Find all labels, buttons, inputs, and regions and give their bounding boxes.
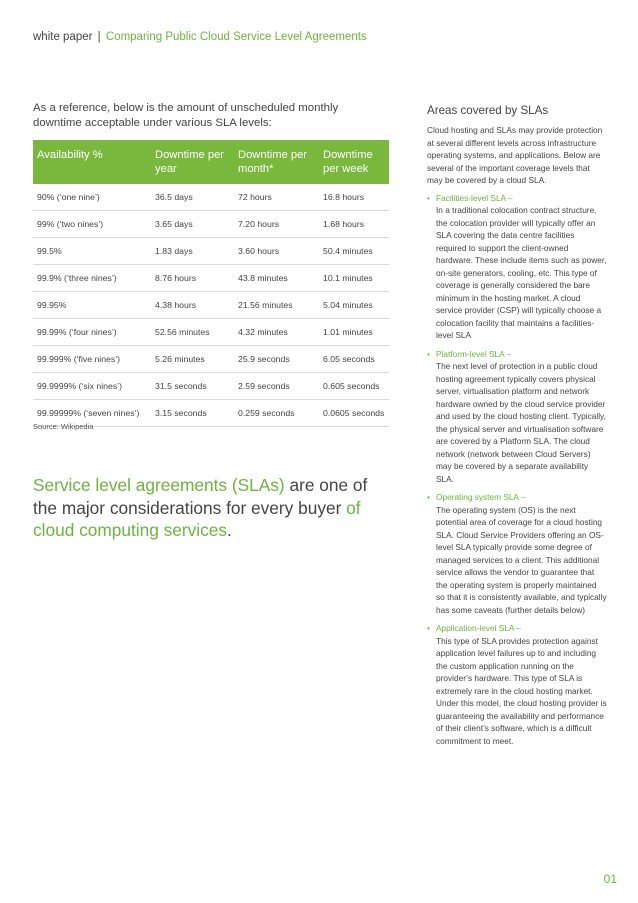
downtime-year-cell: 5.26 minutes <box>151 346 234 373</box>
pull-quote-text: . <box>227 520 232 540</box>
page-number: 01 <box>603 872 617 886</box>
downtime-year-cell: 36.5 days <box>151 184 234 211</box>
list-item <box>427 192 607 342</box>
downtime-year-cell: 52.56 minutes <box>151 319 234 346</box>
table-row <box>33 292 389 319</box>
bullet-icon: • <box>427 492 430 502</box>
downtime-week-cell: 1.68 hours <box>319 211 389 238</box>
list-item-body: The next level of protection in a public cloud hosting agreement typically covers physical server, virtualisation platform and network hardware owned by the cloud service provider and used by the cloud hosting client. Typically, the physical server and virtualisation software are covered by a Platform SLA. The cloud network (network between Cloud Servers) may be covered by a separate availability SLA. <box>436 361 606 484</box>
list-item <box>427 348 607 486</box>
table-row <box>33 211 389 238</box>
downtime-month-cell: 43.8 minutes <box>234 265 319 292</box>
downtime-month-cell: 25.9 seconds <box>234 346 319 373</box>
table-source-note: Source: Wikipedia <box>33 422 94 431</box>
table-intro-text: As a reference, below is the amount of unscheduled monthly downtime acceptable under various SLA levels: <box>33 102 339 129</box>
availability-cell: 99.99999% (‘seven nines’) <box>33 400 151 427</box>
availability-cell: 99.95% <box>33 292 151 319</box>
list-item <box>427 491 607 616</box>
list-item-title: Application-level SLA – <box>436 623 521 633</box>
table-row <box>33 238 389 265</box>
downtime-month-cell: 7.20 hours <box>234 211 319 238</box>
downtime-year-cell: 31.5 seconds <box>151 373 234 400</box>
table-row <box>33 265 389 292</box>
downtime-week-cell: 16.8 hours <box>319 184 389 211</box>
downtime-week-cell: 0.605 seconds <box>319 373 389 400</box>
list-item-title: Operating system SLA – <box>436 492 526 502</box>
list-item-body: The operating system (OS) is the next potential area of coverage for a cloud hosting SLA. Cloud Service Providers offering an OS-level SLA typically provide some degree of managed services to a client. This additional service allows the vendor to guarantee that the operating system is properly maintained so that it is consistently available, and typically has some caveats (further details below) <box>436 504 607 615</box>
availability-cell: 99.999% (‘five nines’) <box>33 346 151 373</box>
downtime-year-cell: 3.15 seconds <box>151 400 234 427</box>
availability-cell: 90% (‘one nine’) <box>33 184 151 211</box>
sla-areas-column <box>427 104 607 753</box>
column-header-downtime-month: Downtime per month* <box>234 140 319 184</box>
column-header-availability: Availability % <box>33 140 151 184</box>
column-header-downtime-year: Downtime per year <box>151 140 234 184</box>
bullet-icon: • <box>427 623 430 633</box>
downtime-week-cell: 6.05 seconds <box>319 346 389 373</box>
downtime-month-cell: 0.259 seconds <box>234 400 319 427</box>
table-header-row <box>33 140 389 184</box>
downtime-week-cell: 5.04 minutes <box>319 292 389 319</box>
list-item <box>427 622 607 747</box>
list-item-body: In a traditional colocation contract structure, the colocation provider will typically offer an SLA covering the data centre facilities required to support the client-owned hardware. These include items such as power, on-site generators, cooling, etc. This type of coverage is generally considered the bare minimum in the hosting market. A cloud service provider (CSP) will typically choose a colocation facility that maintains a facilities-level SLA <box>436 205 607 340</box>
bullet-icon: • <box>427 192 430 203</box>
availability-cell: 99.5% <box>33 238 151 265</box>
doc-title: Comparing Public Cloud Service Level Agreements <box>105 31 367 43</box>
page-header <box>33 31 367 43</box>
downtime-week-cell: 1.01 minutes <box>319 319 389 346</box>
downtime-week-cell: 50.4 minutes <box>319 238 389 265</box>
downtime-week-cell: 10.1 minutes <box>319 265 389 292</box>
sla-area-list <box>427 192 607 748</box>
table-row <box>33 373 389 400</box>
downtime-month-cell: 72 hours <box>234 184 319 211</box>
list-item-title: Facilities-level SLA – <box>436 192 513 203</box>
downtime-month-cell: 21.56 minutes <box>234 292 319 319</box>
doc-type-label: white paper <box>33 31 93 43</box>
table-row <box>33 319 389 346</box>
section-heading: Areas covered by SLAs <box>427 104 549 117</box>
downtime-year-cell: 4.38 hours <box>151 292 234 319</box>
list-item-body: This type of SLA provides protection against application level failures up to and including the custom application running on the provider’s hardware. This type of SLA is extremely rare in the cloud hosting market. Under this model, the cloud hosting provider is guaranteeing the availability and performance of their client’s software, which is a difficult commitment to meet. <box>436 635 607 746</box>
availability-cell: 99.99% (‘four nines’) <box>33 319 151 346</box>
table-row <box>33 346 389 373</box>
pull-quote-highlight: of cloud computing services <box>33 497 361 540</box>
section-intro: Cloud hosting and SLAs may provide protection at several different levels across infrastructure operating systems, and applications. Below are several of the important coverage levels that may be covered by a cloud SLA. <box>427 125 603 185</box>
column-header-downtime-week: Downtime per week <box>319 140 389 184</box>
pull-quote-highlight: Service level agreements (SLAs) <box>33 475 285 495</box>
list-item-title: Platform-level SLA – <box>436 348 512 359</box>
header-separator: | <box>97 31 101 43</box>
downtime-month-cell: 2.59 seconds <box>234 373 319 400</box>
sla-downtime-table <box>33 140 389 427</box>
pull-quote <box>33 474 393 542</box>
availability-cell: 99.9% (‘three nines’) <box>33 265 151 292</box>
downtime-month-cell: 4.32 minutes <box>234 319 319 346</box>
table-row <box>33 184 389 211</box>
availability-cell: 99% (‘two nines’) <box>33 211 151 238</box>
downtime-year-cell: 1.83 days <box>151 238 234 265</box>
downtime-month-cell: 3.60 hours <box>234 238 319 265</box>
downtime-week-cell: 0.0605 seconds <box>319 400 389 427</box>
downtime-year-cell: 8.76 hours <box>151 265 234 292</box>
downtime-year-cell: 3.65 days <box>151 211 234 238</box>
pull-quote-text: are one of the major considerations for every buyer <box>33 475 368 518</box>
availability-cell: 99.9999% (‘six nines’) <box>33 373 151 400</box>
bullet-icon: • <box>427 348 430 359</box>
